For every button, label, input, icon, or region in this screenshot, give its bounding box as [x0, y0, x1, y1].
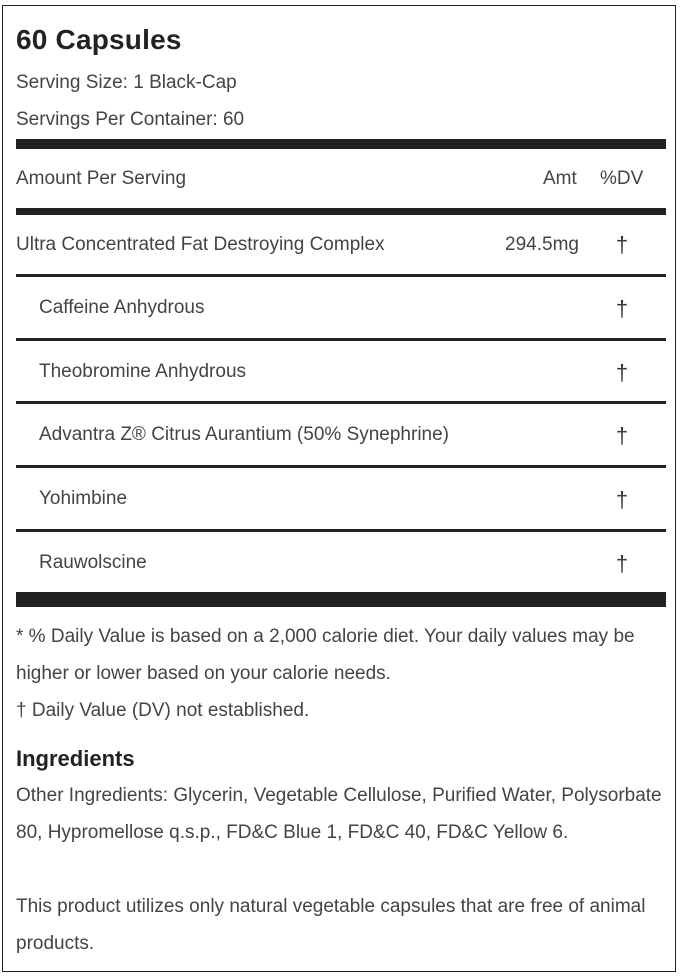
thick-divider-top — [16, 139, 666, 149]
panel-title: 60 Capsules — [16, 24, 182, 55]
dagger-footnote: † Daily Value (DV) not established. — [16, 700, 310, 721]
row-divider — [16, 529, 666, 532]
nutrient-row-dv: † — [615, 423, 629, 448]
nutrient-row-label: Caffeine Anhydrous — [39, 297, 205, 318]
row-divider — [16, 338, 666, 341]
nutrient-row-dv: † — [615, 551, 629, 576]
nutrient-row-label: Rauwolscine — [39, 552, 147, 573]
nutrient-row-label: Advantra Z® Citrus Aurantium (50% Synephrine) — [39, 424, 450, 445]
nutrient-row-label: Theobromine Anhydrous — [39, 361, 247, 382]
serving-size: Serving Size: 1 Black-Cap — [16, 72, 237, 93]
ingredients-heading: Ingredients — [16, 746, 135, 771]
nutrient-row-label: Ultra Concentrated Fat Destroying Complex — [16, 234, 385, 255]
nutrient-row-dv: † — [615, 296, 629, 321]
amt-column-header: Amt — [543, 168, 577, 189]
nutrient-row-dv: † — [615, 360, 629, 385]
nutrient-row-amount: 294.5mg — [505, 234, 579, 255]
capsule-note: This product utilizes only natural vegetable capsules that are free of animal products. — [16, 896, 646, 954]
row-divider — [16, 274, 666, 277]
daily-value-footnote: * % Daily Value is based on a 2,000 calorie diet. Your daily values may be higher or lower based on your calorie needs. — [16, 626, 635, 684]
other-ingredients-text: Other Ingredients: Glycerin, Vegetable Cellulose, Purified Water, Polysorbate 80, Hypromellose q.s.p., FD&C Blue 1, FD&C 40, FD&C Yellow 6. — [16, 785, 662, 843]
row-divider — [16, 401, 666, 404]
row-divider — [16, 465, 666, 468]
supplement-facts-panel — [2, 5, 676, 972]
thick-divider-header — [16, 208, 666, 215]
nutrient-row-label: Yohimbine — [39, 488, 128, 509]
amount-per-serving-header: Amount Per Serving — [16, 168, 187, 189]
dv-column-header: %DV — [600, 168, 644, 189]
thick-divider-bottom — [16, 592, 666, 607]
nutrient-row-dv: † — [615, 232, 629, 257]
nutrient-row-dv: † — [615, 487, 629, 512]
servings-per-container: Servings Per Container: 60 — [16, 109, 245, 130]
